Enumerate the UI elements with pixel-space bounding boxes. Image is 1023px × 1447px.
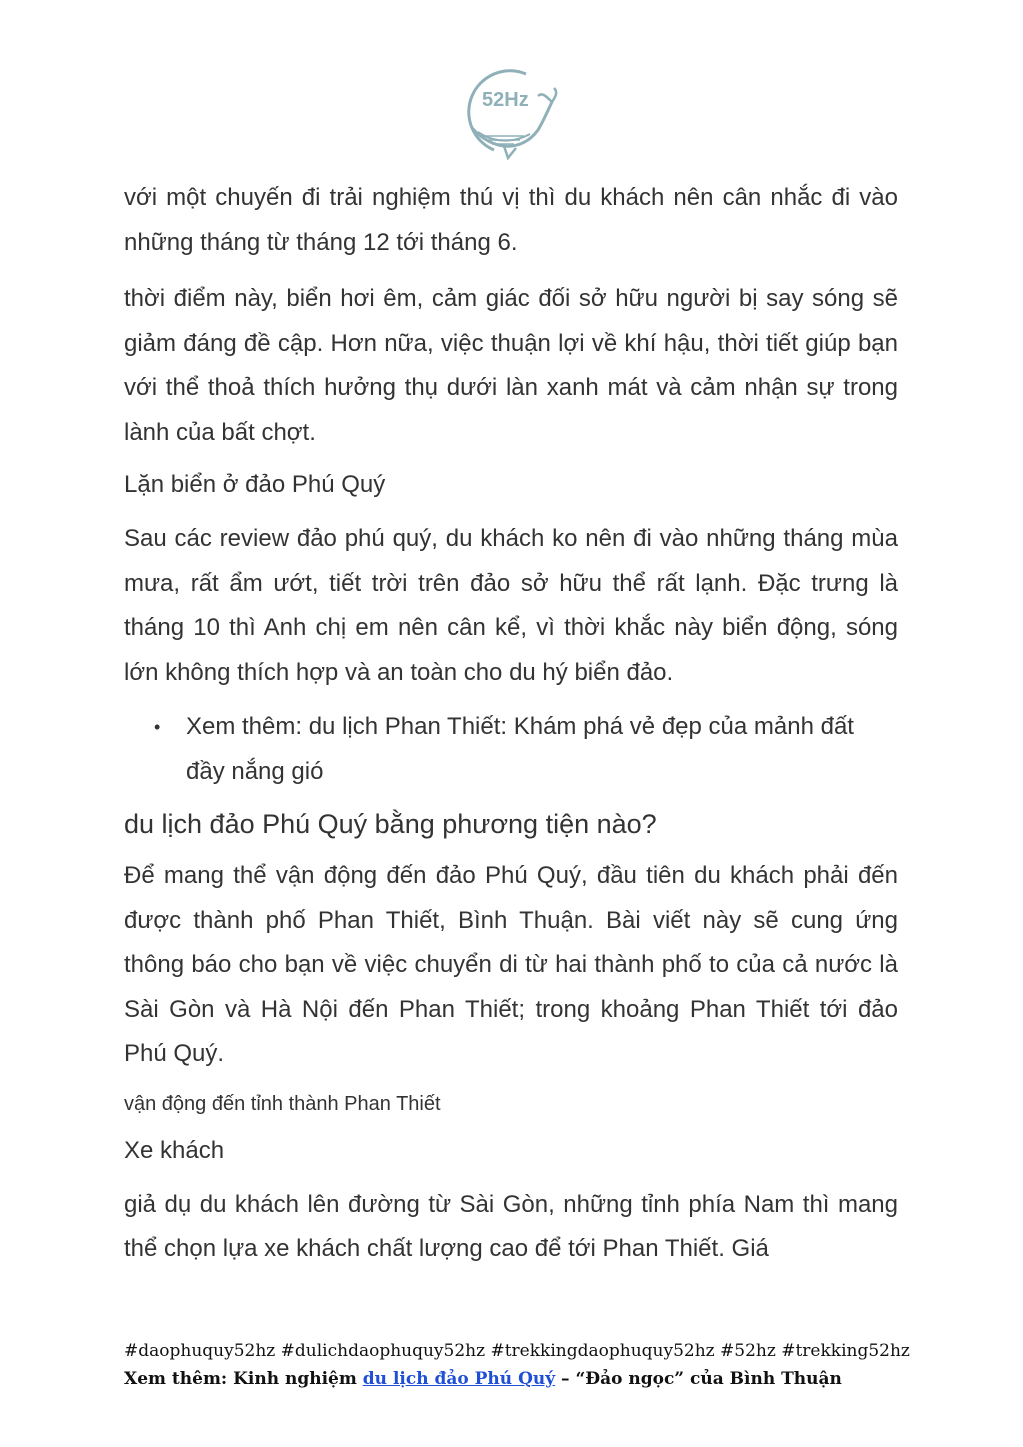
bullet-symbol: • [154, 717, 161, 737]
page-footer [124, 1337, 924, 1393]
list-item[interactable] [124, 705, 898, 794]
heading-diving: Lặn biển ở đảo Phú Quý [124, 471, 386, 498]
paragraph-avoid-rainy-season: Sau các review đảo phú quý, du khách ko nên đi vào những tháng mùa mưa, rất ẩm ướt, tiết trời trên đảo sở hữu thể rất lạnh. Đặc trưng là tháng 10 thì Anh chị em nên cân kể, vì thời khắc này biển động, sóng lớn không thích hợp và an toàn cho du hý biển đảo. [124, 525, 898, 686]
logo-text: 52Hz [482, 89, 529, 111]
footer-see-more [124, 1365, 924, 1393]
article-body [124, 176, 898, 1282]
see-more-prefix: Xem thêm: Kinh nghiệm [124, 1369, 363, 1389]
footer-hashtags: #daophuquy52hz #dulichdaophuquy52hz #trekkingdaophuquy52hz #52hz #trekking52hz [124, 1341, 910, 1361]
paragraph-transport-intro: Để mang thể vận động đến đảo Phú Quý, đầu tiên du khách phải đến được thành phố Phan Thiết, Bình Thuận. Bài viết này sẽ cung ứng thông báo cho bạn về việc chuyển di từ hai thành phố to của cả nước là Sài Gòn và Hà Nội đến Phan Thiết; trong khoảng Phan Thiết tới đảo Phú Quý. [124, 862, 898, 1067]
whale-logo-icon [464, 62, 560, 160]
paragraph-bus: giả dụ du khách lên đường từ Sài Gòn, những tỉnh phía Nam thì mang thể chọn lựa xe khách chất lượng cao để tới Phan Thiết. Giá [124, 1190, 898, 1262]
heading-bus: Xe khách [124, 1136, 225, 1164]
see-also-list [124, 705, 898, 794]
see-also-text: Xem thêm: du lịch Phan Thiết: Khám phá vẻ đẹp của mảnh đất đầy nắng gió [186, 713, 854, 785]
brand-logo [464, 62, 560, 160]
see-more-suffix: – “Đảo ngọc” của Bình Thuận [555, 1369, 842, 1389]
heading-transport: du lịch đảo Phú Quý bằng phương tiện nào? [124, 809, 657, 839]
paragraph-calm-sea: thời điểm này, biển hơi êm, cảm giác đối sở hữu người bị say sóng sẽ giảm đáng đề cập. Hơn nữa, việc thuận lợi về khí hậu, thời tiết giúp bạn với thể thoả thích hưởng thụ dưới làn xanh mát và cảm nhận sự trong lành của bất chợt. [124, 285, 898, 446]
heading-to-phan-thiet: vận động đến tỉnh thành Phan Thiết [124, 1092, 441, 1115]
paragraph-best-months: với một chuyến đi trải nghiệm thú vị thì du khách nên cân nhắc đi vào những tháng từ tháng 12 tới tháng 6. [124, 184, 898, 256]
see-more-link[interactable]: du lịch đảo Phú Quý [362, 1369, 556, 1389]
